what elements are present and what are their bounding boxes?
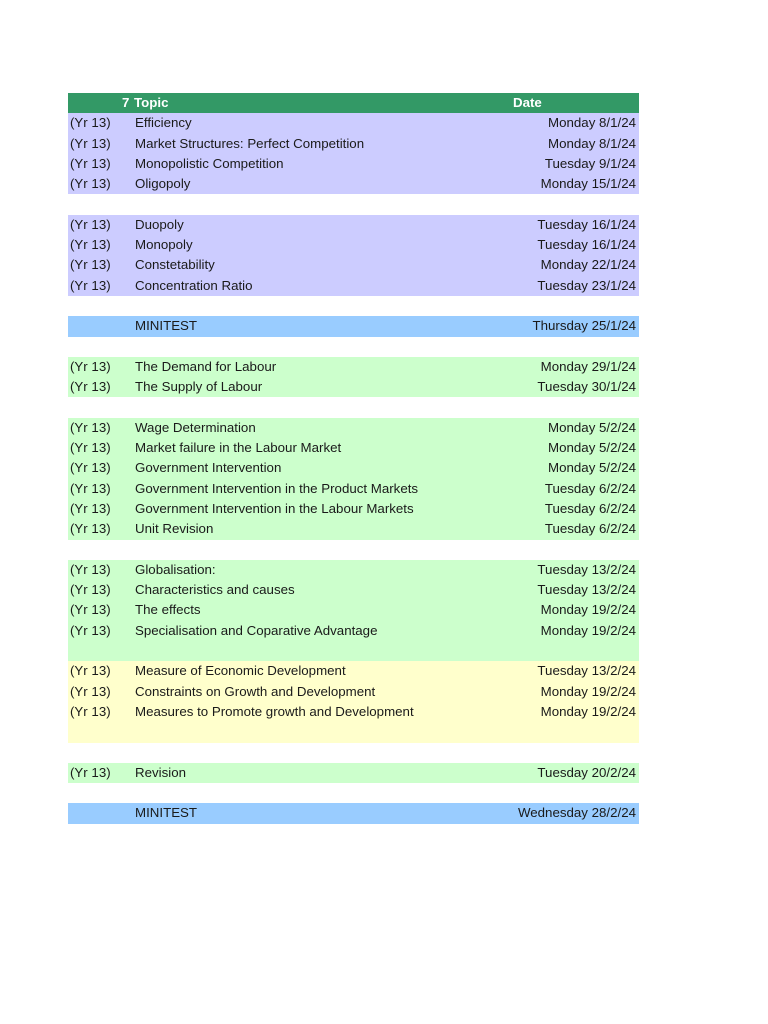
table-row xyxy=(68,113,639,133)
date-cell: Monday 22/1/24 xyxy=(540,257,636,273)
topic-cell: Measures to Promote growth and Development xyxy=(135,703,414,719)
spacer-row xyxy=(68,641,639,661)
spacer-row xyxy=(68,397,639,417)
date-cell: Monday 5/2/24 xyxy=(548,460,636,476)
topic-cell: Revision xyxy=(135,764,186,780)
date-cell: Tuesday 16/1/24 xyxy=(537,237,636,253)
spacer-row xyxy=(68,337,639,357)
topic-cell: Constetability xyxy=(135,257,215,273)
year-cell: (Yr 13) xyxy=(70,622,111,638)
table-row xyxy=(68,702,639,722)
date-cell: Tuesday 6/2/24 xyxy=(544,521,636,537)
year-cell: (Yr 13) xyxy=(70,460,111,476)
year-cell: (Yr 13) xyxy=(70,703,111,719)
date-cell: Tuesday 9/1/24 xyxy=(544,155,636,171)
year-cell: (Yr 13) xyxy=(70,521,111,537)
table-row xyxy=(68,154,639,174)
spacer-row xyxy=(68,194,639,214)
header-date: Date xyxy=(513,95,542,110)
date-cell: Monday 5/2/24 xyxy=(548,440,636,456)
topic-cell: Market Structures: Perfect Competition xyxy=(135,135,365,151)
date-cell: Thursday 25/1/24 xyxy=(532,318,636,334)
table-row xyxy=(68,580,639,600)
date-cell: Wednesday 28/2/24 xyxy=(517,805,636,821)
table-row xyxy=(68,560,639,580)
topic-cell: MINITEST xyxy=(135,805,198,821)
date-cell: Tuesday 20/2/24 xyxy=(537,764,636,780)
topic-cell: Wage Determination xyxy=(135,419,256,435)
table-row xyxy=(68,600,639,620)
year-cell: (Yr 13) xyxy=(70,561,111,577)
date-cell: Monday 8/1/24 xyxy=(548,115,636,131)
date-cell: Monday 15/1/24 xyxy=(540,176,636,192)
minitest-row xyxy=(68,803,639,823)
topic-cell: Measure of Economic Development xyxy=(135,663,346,679)
year-cell: (Yr 13) xyxy=(70,216,111,232)
minitest-row xyxy=(68,316,639,336)
spacer-row xyxy=(68,783,639,803)
table-row xyxy=(68,276,639,296)
schedule-table xyxy=(68,93,639,824)
date-cell: Tuesday 16/1/24 xyxy=(537,216,636,232)
header-topic: Topic xyxy=(134,95,169,110)
date-cell: Tuesday 30/1/24 xyxy=(537,379,636,395)
date-cell: Tuesday 6/2/24 xyxy=(544,500,636,516)
table-row xyxy=(68,621,639,641)
year-cell: (Yr 13) xyxy=(70,582,111,598)
topic-cell: Government Intervention in the Labour Markets xyxy=(135,500,414,516)
spacer-row xyxy=(68,722,639,742)
date-cell: Tuesday 23/1/24 xyxy=(537,277,636,293)
table-row xyxy=(68,134,639,154)
topic-cell: Efficiency xyxy=(135,115,192,131)
table-row xyxy=(68,458,639,478)
date-cell: Monday 29/1/24 xyxy=(540,358,636,374)
table-row xyxy=(68,763,639,783)
table-row xyxy=(68,235,639,255)
year-cell: (Yr 13) xyxy=(70,683,111,699)
table-row xyxy=(68,661,639,681)
table-row xyxy=(68,255,639,275)
topic-cell: Government Intervention xyxy=(135,460,282,476)
table-row xyxy=(68,519,639,539)
year-cell: (Yr 13) xyxy=(70,257,111,273)
date-cell: Monday 19/2/24 xyxy=(540,683,636,699)
topic-cell: The effects xyxy=(135,602,201,618)
year-cell: (Yr 13) xyxy=(70,379,111,395)
date-cell: Monday 19/2/24 xyxy=(540,602,636,618)
topic-cell: Monopolistic Competition xyxy=(135,155,284,171)
topic-cell: Monopoly xyxy=(135,237,193,253)
year-cell: (Yr 13) xyxy=(70,155,111,171)
table-row xyxy=(68,682,639,702)
table-row xyxy=(68,215,639,235)
topic-cell: Government Intervention in the Product Markets xyxy=(135,480,419,496)
topic-cell: The Supply of Labour xyxy=(135,379,263,395)
topic-cell: Concentration Ratio xyxy=(135,277,253,293)
header-row xyxy=(68,93,639,113)
topic-cell: Duopoly xyxy=(135,216,184,232)
topic-cell: Characteristics and causes xyxy=(135,582,295,598)
year-cell: (Yr 13) xyxy=(70,500,111,516)
table-row xyxy=(68,479,639,499)
year-cell: (Yr 13) xyxy=(70,115,111,131)
year-cell: (Yr 13) xyxy=(70,176,111,192)
year-cell: (Yr 13) xyxy=(70,602,111,618)
year-cell: (Yr 13) xyxy=(70,480,111,496)
date-cell: Monday 8/1/24 xyxy=(548,135,636,151)
topic-cell: Constraints on Growth and Development xyxy=(135,683,376,699)
topic-cell: Unit Revision xyxy=(135,521,214,537)
date-cell: Monday 19/2/24 xyxy=(540,622,636,638)
date-cell: Tuesday 13/2/24 xyxy=(537,582,636,598)
year-cell: (Yr 13) xyxy=(70,440,111,456)
date-cell: Tuesday 13/2/24 xyxy=(537,663,636,679)
topic-cell: Market failure in the Labour Market xyxy=(135,440,342,456)
date-cell: Monday 5/2/24 xyxy=(548,419,636,435)
table-row xyxy=(68,499,639,519)
spacer-row xyxy=(68,296,639,316)
year-cell: (Yr 13) xyxy=(70,663,111,679)
year-cell: (Yr 13) xyxy=(70,419,111,435)
date-cell: Monday 19/2/24 xyxy=(540,703,636,719)
year-cell: (Yr 13) xyxy=(70,764,111,780)
year-cell: (Yr 13) xyxy=(70,237,111,253)
date-cell: Tuesday 6/2/24 xyxy=(544,480,636,496)
table-row xyxy=(68,438,639,458)
topic-cell: Specialisation and Coparative Advantage xyxy=(135,622,378,638)
topic-cell: The Demand for Labour xyxy=(135,358,277,374)
table-row xyxy=(68,174,639,194)
year-cell: (Yr 13) xyxy=(70,277,111,293)
table-body xyxy=(68,113,639,823)
topic-cell: MINITEST xyxy=(135,318,198,334)
spacer-row xyxy=(68,743,639,763)
header-number: 7 xyxy=(122,95,130,110)
table-row xyxy=(68,357,639,377)
topic-cell: Globalisation: xyxy=(135,561,216,577)
year-cell: (Yr 13) xyxy=(70,135,111,151)
date-cell: Tuesday 13/2/24 xyxy=(537,561,636,577)
table-row xyxy=(68,377,639,397)
year-cell: (Yr 13) xyxy=(70,358,111,374)
topic-cell: Oligopoly xyxy=(135,176,191,192)
spacer-row xyxy=(68,540,639,560)
table-row xyxy=(68,418,639,438)
